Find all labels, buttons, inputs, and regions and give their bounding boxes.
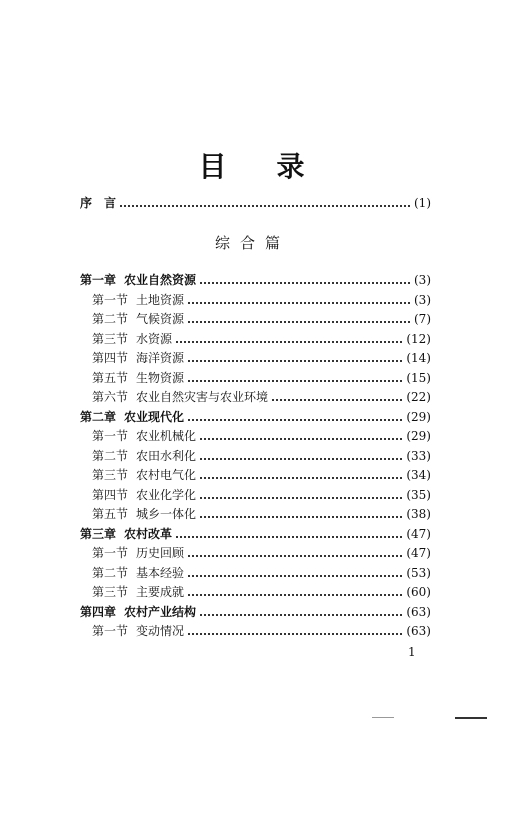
entry-page: (63) xyxy=(406,604,431,619)
entry-number: 第四章 xyxy=(80,604,117,619)
toc-entry-preface[interactable] xyxy=(80,190,431,210)
entry-page: (47) xyxy=(406,526,431,541)
entry-number: 第三章 xyxy=(80,526,117,541)
leader-dots xyxy=(188,593,402,596)
preface-page: (1) xyxy=(414,196,431,210)
entry-number: 第一节 xyxy=(92,429,129,443)
leader-dots xyxy=(188,301,410,304)
entry-number: 第五节 xyxy=(92,370,129,385)
toc-entry-chapter[interactable] xyxy=(80,404,431,424)
entry-number: 第一章 xyxy=(80,273,117,287)
entry-number: 第五节 xyxy=(92,507,129,521)
entry-number: 第二章 xyxy=(80,409,117,424)
toc-entry-section[interactable] xyxy=(80,579,431,599)
page-title-left: 目 xyxy=(198,150,229,183)
toc-entry-section[interactable] xyxy=(80,326,431,346)
toc-entry-section[interactable] xyxy=(80,501,431,521)
entry-number: 第一节 xyxy=(92,292,129,307)
entry-page: (33) xyxy=(406,448,431,463)
entry-number: 第三节 xyxy=(92,468,129,482)
toc-entry-section[interactable] xyxy=(80,365,431,385)
leader-dots xyxy=(120,204,410,207)
entry-number: 第三节 xyxy=(92,585,129,599)
page-title xyxy=(0,145,505,185)
entry-title: 农业自然资源 xyxy=(124,273,197,287)
entry-title: 气候资源 xyxy=(136,312,185,326)
entry-page: (15) xyxy=(406,370,431,385)
entry-title: 农业自然灾害与农业环境 xyxy=(136,390,269,404)
leader-dots xyxy=(200,613,402,616)
entry-page: (60) xyxy=(406,585,431,599)
entry-title: 水资源 xyxy=(136,331,173,346)
leader-dots xyxy=(188,418,402,421)
entry-number: 第一节 xyxy=(92,624,129,638)
entry-page: (63) xyxy=(406,624,431,638)
entry-title: 基本经验 xyxy=(136,565,185,580)
section-title: 综合篇 xyxy=(214,234,290,252)
leader-dots xyxy=(200,437,402,440)
entry-page: (34) xyxy=(406,468,431,482)
entry-title: 农村改革 xyxy=(124,526,173,541)
toc-entry-section[interactable] xyxy=(80,443,431,463)
entry-number: 第一节 xyxy=(92,546,129,560)
entry-page: (47) xyxy=(406,546,431,560)
entry-page: (29) xyxy=(406,429,431,443)
entry-page: (3) xyxy=(414,292,431,307)
entry-page: (35) xyxy=(406,487,431,502)
leader-dots xyxy=(176,340,402,343)
entry-page: (12) xyxy=(406,331,431,346)
entry-page: (14) xyxy=(406,351,431,365)
entry-page: (7) xyxy=(414,312,431,326)
toc-entry-chapter[interactable] xyxy=(80,267,431,287)
leader-dots xyxy=(200,515,402,518)
entry-number: 第二节 xyxy=(92,448,129,463)
scan-mark xyxy=(455,717,487,719)
entry-title: 土地资源 xyxy=(136,292,185,307)
leader-dots xyxy=(188,379,402,382)
toc-entry-section[interactable] xyxy=(80,384,431,404)
leader-dots xyxy=(188,359,402,362)
leader-dots xyxy=(188,320,410,323)
toc-entry-section[interactable] xyxy=(80,423,431,443)
entry-title: 生物资源 xyxy=(136,370,185,385)
entry-number: 第二节 xyxy=(92,312,129,326)
toc-entry-section[interactable] xyxy=(80,287,431,307)
toc-entry-chapter[interactable] xyxy=(80,599,431,619)
scan-mark xyxy=(372,717,394,718)
entry-title: 历史回顾 xyxy=(136,546,185,560)
entry-title: 海洋资源 xyxy=(136,351,185,365)
toc-entry-section[interactable] xyxy=(80,540,431,560)
entry-number: 第四节 xyxy=(92,487,129,502)
toc-entry-section[interactable] xyxy=(80,345,431,365)
leader-dots xyxy=(176,535,402,538)
entry-page: (3) xyxy=(414,273,431,287)
leader-dots xyxy=(188,554,402,557)
preface-label: 序 言 xyxy=(80,196,117,210)
entry-number: 第三节 xyxy=(92,331,129,346)
leader-dots xyxy=(272,398,402,401)
entry-title: 农业化学化 xyxy=(136,487,197,502)
entry-page: (38) xyxy=(406,507,431,521)
entry-number: 第六节 xyxy=(92,390,129,404)
toc-entry-section[interactable] xyxy=(80,482,431,502)
entry-title: 变动情况 xyxy=(136,624,185,638)
entry-page: (22) xyxy=(406,390,431,404)
entry-page: (29) xyxy=(406,409,431,424)
entry-title: 主要成就 xyxy=(136,585,185,599)
page-number: 1 xyxy=(408,645,416,659)
entry-number: 第四节 xyxy=(92,351,129,365)
leader-dots xyxy=(188,632,402,635)
entry-title: 农村电气化 xyxy=(136,468,197,482)
entry-title: 城乡一体化 xyxy=(136,507,197,521)
entry-title: 农业现代化 xyxy=(124,409,185,424)
entry-title: 农业机械化 xyxy=(136,429,197,443)
toc-entry-section[interactable] xyxy=(80,618,431,638)
page-title-right: 录 xyxy=(276,150,307,183)
leader-dots xyxy=(200,476,402,479)
entry-title: 农村产业结构 xyxy=(124,604,197,619)
entry-number: 第二节 xyxy=(92,565,129,580)
toc-entry-chapter[interactable] xyxy=(80,521,431,541)
toc-entry-section[interactable] xyxy=(80,560,431,580)
entry-page: (53) xyxy=(406,565,431,580)
leader-dots xyxy=(200,281,410,284)
toc-entry-section[interactable] xyxy=(80,306,431,326)
toc-entry-section[interactable] xyxy=(80,462,431,482)
entry-title: 农田水利化 xyxy=(136,448,197,463)
leader-dots xyxy=(200,457,402,460)
leader-dots xyxy=(200,496,402,499)
leader-dots xyxy=(188,574,402,577)
